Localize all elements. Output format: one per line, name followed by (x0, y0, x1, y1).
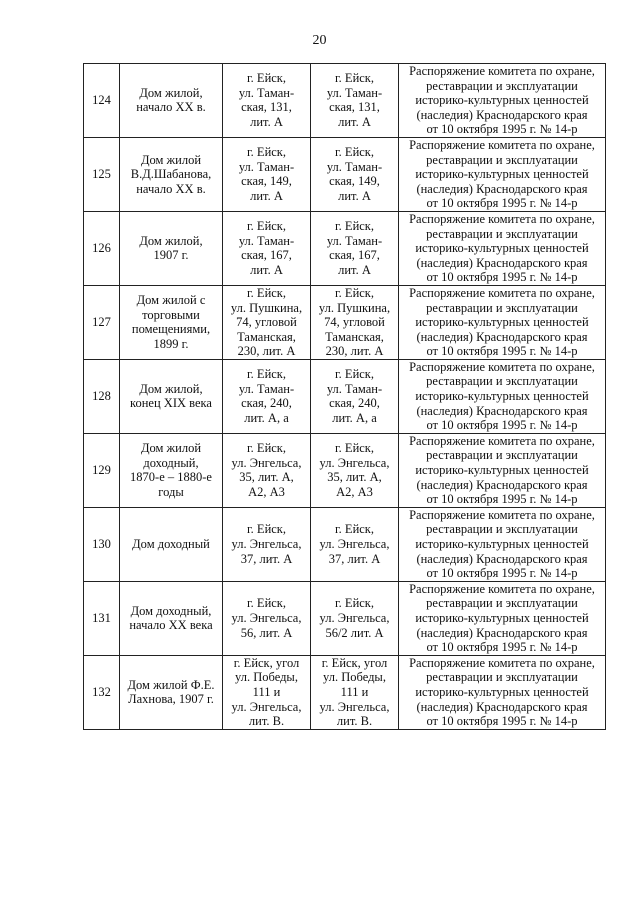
address-current-cell (311, 507, 399, 581)
address-current-cell (311, 64, 399, 138)
cell-line: реставрации и эксплуатации (426, 226, 578, 241)
table-row (84, 211, 606, 285)
document-cell (399, 137, 606, 211)
cell-line: Таманская, (325, 329, 384, 344)
cell-line: историко-культурных ценностей (415, 389, 589, 404)
address-cell (223, 433, 311, 507)
cell-line: 74, угловой (324, 315, 385, 330)
document-cell (399, 655, 606, 729)
cell-line: ул. Победы, (323, 670, 386, 685)
cell-line: ская, 131, (329, 100, 380, 115)
row-number-cell: 131 (84, 581, 120, 655)
cell-line: начало XX в. (136, 181, 206, 196)
cell-line: от 10 октября 1995 г. № 14-р (426, 714, 578, 729)
object-name-cell (120, 285, 223, 359)
cell-line: лит. В. (336, 714, 373, 729)
row-number-cell: 132 (84, 655, 120, 729)
cell-line: Распоряжение комитета по охране, (409, 433, 595, 448)
cell-line: торговыми (142, 307, 200, 322)
cell-line: А2, А3 (248, 484, 285, 499)
cell-line: ская, 149, (241, 174, 292, 189)
cell-line: ская, 240, (329, 396, 380, 411)
table-row (84, 285, 606, 359)
cell-line: г. Ейск, (246, 145, 287, 160)
cell-line: от 10 октября 1995 г. № 14-р (426, 418, 578, 433)
cell-line: 230, лит. А (237, 344, 296, 359)
cell-line: ул. Таман- (238, 233, 295, 248)
cell-line: г. Ейск, угол (233, 655, 300, 670)
cell-line: ул. Пушкина, (230, 300, 303, 315)
cell-line: г. Ейск, (246, 367, 287, 382)
page-number: 20 (312, 33, 327, 48)
address-cell (223, 285, 311, 359)
cell-line: историко-культурных ценностей (415, 463, 589, 478)
cell-line: ская, 131, (241, 100, 292, 115)
cell-line: от 10 октября 1995 г. № 14-р (426, 344, 578, 359)
cell-line: ул. Победы, (235, 670, 298, 685)
cell-line: Распоряжение комитета по охране, (409, 359, 595, 374)
cell-line: г. Ейск, (246, 71, 287, 86)
cell-line: Дом доходный, (130, 603, 212, 618)
cell-line: лит. А, а (332, 410, 377, 425)
table-row (84, 433, 606, 507)
address-cell (223, 137, 311, 211)
object-name-cell (120, 64, 223, 138)
document-cell (399, 211, 606, 285)
address-current-cell (311, 581, 399, 655)
cell-line: г. Ейск, (334, 145, 375, 160)
cell-line: ул. Энгельса, (319, 455, 390, 470)
cell-line: Распоряжение комитета по охране, (409, 655, 595, 670)
cell-line: Таманская, (237, 329, 296, 344)
row-number-cell: 124 (84, 64, 120, 138)
cell-line: ул. Таман- (326, 85, 383, 100)
cell-line: Дом жилой (140, 152, 202, 167)
cell-line: Распоряжение комитета по охране, (409, 137, 595, 152)
cell-line: А2, А3 (336, 484, 373, 499)
cell-line: лит. В. (248, 714, 285, 729)
address-cell (223, 655, 311, 729)
cell-line: Дом жилой, (139, 233, 203, 248)
cell-line: Дом жилой, (139, 85, 203, 100)
row-number-cell: 127 (84, 285, 120, 359)
row-number-cell: 128 (84, 359, 120, 433)
cell-line: от 10 октября 1995 г. № 14-р (426, 492, 578, 507)
table-row (84, 64, 606, 138)
cell-line: г. Ейск, (334, 219, 375, 234)
cell-line: от 10 октября 1995 г. № 14-р (426, 270, 578, 285)
cell-line: (наследия) Краснодарского края (416, 551, 588, 566)
cell-line: лит. А (338, 263, 371, 278)
cell-line: г. Ейск, (246, 441, 287, 456)
address-current-cell (311, 137, 399, 211)
cell-line: 37, лит. А (328, 551, 381, 566)
row-number-cell: 129 (84, 433, 120, 507)
cell-line: ул. Таман- (238, 159, 295, 174)
cell-line: (наследия) Краснодарского края (416, 477, 588, 492)
cell-line: 1899 г. (153, 336, 189, 351)
cell-line: историко-культурных ценностей (415, 167, 589, 182)
document-cell (399, 359, 606, 433)
registry-table-body (84, 64, 606, 730)
object-name-cell (120, 359, 223, 433)
heritage-registry-table (83, 63, 606, 730)
cell-line: (наследия) Краснодарского края (416, 329, 588, 344)
cell-line: 37, лит. А (240, 551, 293, 566)
object-name-cell (120, 211, 223, 285)
cell-line: ул. Пушкина, (318, 300, 391, 315)
cell-line: ул. Энгельса, (319, 537, 390, 551)
cell-line: г. Ейск, (334, 522, 375, 537)
address-cell (223, 64, 311, 138)
cell-line: ская, 167, (329, 248, 380, 263)
cell-line: реставрации и эксплуатации (426, 596, 578, 611)
object-name-cell (120, 137, 223, 211)
cell-line: от 10 октября 1995 г. № 14-р (426, 566, 578, 581)
address-current-cell (311, 285, 399, 359)
cell-line: ул. Энгельса, (231, 455, 302, 470)
cell-line: ул. Энгельса, (231, 699, 302, 714)
cell-line: г. Ейск, (334, 596, 375, 611)
cell-line: ул. Энгельса, (319, 610, 390, 625)
cell-line: Распоряжение комитета по охране, (409, 581, 595, 596)
row-number-cell: 126 (84, 211, 120, 285)
cell-line: от 10 октября 1995 г. № 14-р (426, 122, 578, 137)
cell-line: Распоряжение комитета по охране, (409, 507, 595, 522)
cell-line: г. Ейск, (334, 441, 375, 456)
cell-line: (наследия) Краснодарского края (416, 181, 588, 196)
cell-line: В.Д.Шабанова, (130, 167, 212, 182)
cell-line: Распоряжение комитета по охране, (409, 285, 595, 300)
cell-line: лит. А (250, 189, 283, 204)
cell-line: ская, 167, (241, 248, 292, 263)
cell-line: (наследия) Краснодарского края (416, 403, 588, 418)
address-cell (223, 211, 311, 285)
cell-line: реставрации и эксплуатации (426, 152, 578, 167)
cell-line: начало XX в. (136, 100, 206, 115)
address-current-cell (311, 655, 399, 729)
cell-line: историко-культурных ценностей (415, 241, 589, 256)
cell-line: реставрации и эксплуатации (426, 300, 578, 315)
cell-line: лит. А, а (244, 410, 289, 425)
cell-line: помещениями, (131, 322, 211, 337)
address-current-cell (311, 359, 399, 433)
cell-line: (наследия) Краснодарского края (416, 625, 588, 640)
cell-line: историко-культурных ценностей (415, 684, 589, 699)
cell-line: 56/2 лит. А (325, 625, 384, 640)
cell-line: Распоряжение комитета по охране, (409, 64, 595, 78)
cell-line: 35, лит. А, (327, 470, 382, 485)
cell-line: историко-культурных ценностей (415, 93, 589, 108)
cell-line: г. Ейск, (334, 285, 375, 300)
cell-line: Дом жилой, (139, 381, 203, 396)
cell-line: Лахнова, 1907 г. (128, 692, 214, 707)
cell-line: лит. А (250, 263, 283, 278)
table-row (84, 507, 606, 581)
document-cell (399, 64, 606, 138)
cell-line: конец XIX века (130, 396, 212, 411)
cell-line: ул. Таман- (326, 381, 383, 396)
cell-line: ул. Таман- (326, 233, 383, 248)
cell-line: 230, лит. А (325, 344, 384, 359)
cell-line: ул. Энгельса, (231, 537, 302, 551)
address-cell (223, 581, 311, 655)
table-row (84, 655, 606, 729)
object-name-cell (120, 581, 223, 655)
cell-line: реставрации и эксплуатации (426, 670, 578, 685)
cell-line: от 10 октября 1995 г. № 14-р (426, 640, 578, 655)
cell-line: реставрации и эксплуатации (426, 522, 578, 537)
cell-line: (наследия) Краснодарского края (416, 107, 588, 122)
row-number-cell: 125 (84, 137, 120, 211)
address-cell (223, 359, 311, 433)
cell-line: г. Ейск, (246, 219, 287, 234)
cell-line: лит. А (250, 115, 283, 130)
cell-line: реставрации и эксплуатации (426, 374, 578, 389)
cell-line: 111 и (340, 684, 369, 699)
cell-line: реставрации и эксплуатации (426, 448, 578, 463)
cell-line: лит. А (338, 189, 371, 204)
cell-line: ул. Энгельса, (231, 610, 302, 625)
cell-line: начало XX века (129, 618, 213, 633)
cell-line: ул. Энгельса, (319, 699, 390, 714)
cell-line: ская, 240, (241, 396, 292, 411)
document-cell (399, 285, 606, 359)
cell-line: от 10 октября 1995 г. № 14-р (426, 196, 578, 211)
cell-line: ул. Таман- (326, 159, 383, 174)
object-name-cell (120, 655, 223, 729)
cell-line: 56, лит. А (240, 625, 293, 640)
cell-line: реставрации и эксплуатации (426, 78, 578, 93)
cell-line: 111 и (252, 684, 281, 699)
cell-line: историко-культурных ценностей (415, 537, 589, 551)
cell-line: (наследия) Краснодарского края (416, 699, 588, 714)
cell-line: 1907 г. (153, 248, 189, 263)
cell-line: г. Ейск, (246, 522, 287, 537)
cell-line: г. Ейск, (246, 596, 287, 611)
address-cell (223, 507, 311, 581)
cell-line: ул. Таман- (238, 85, 295, 100)
document-cell (399, 507, 606, 581)
cell-line: Дом доходный (132, 537, 210, 551)
cell-line: ул. Таман- (238, 381, 295, 396)
cell-line: Распоряжение комитета по охране, (409, 211, 595, 226)
cell-line: годы (158, 484, 184, 499)
cell-line: 35, лит. А, (239, 470, 294, 485)
cell-line: Дом жилой Ф.Е. (127, 677, 215, 692)
document-cell (399, 433, 606, 507)
cell-line: историко-культурных ценностей (415, 315, 589, 330)
cell-line: Дом жилой (140, 441, 202, 456)
cell-line: г. Ейск, (334, 367, 375, 382)
address-current-cell (311, 433, 399, 507)
cell-line: ская, 149, (329, 174, 380, 189)
cell-line: 74, угловой (236, 315, 297, 330)
row-number-cell: 130 (84, 507, 120, 581)
cell-line: г. Ейск, угол (321, 655, 388, 670)
object-name-cell (120, 507, 223, 581)
table-row (84, 581, 606, 655)
cell-line: г. Ейск, (334, 71, 375, 86)
document-cell (399, 581, 606, 655)
object-name-cell (120, 433, 223, 507)
cell-line: (наследия) Краснодарского края (416, 255, 588, 270)
cell-line: историко-культурных ценностей (415, 610, 589, 625)
table-row (84, 359, 606, 433)
address-current-cell (311, 211, 399, 285)
cell-line: доходный, (143, 455, 199, 470)
cell-line: Дом жилой с (136, 293, 206, 308)
table-row (84, 137, 606, 211)
cell-line: 1870-е – 1880-е (130, 470, 212, 485)
cell-line: г. Ейск, (246, 285, 287, 300)
cell-line: лит. А (338, 115, 371, 130)
